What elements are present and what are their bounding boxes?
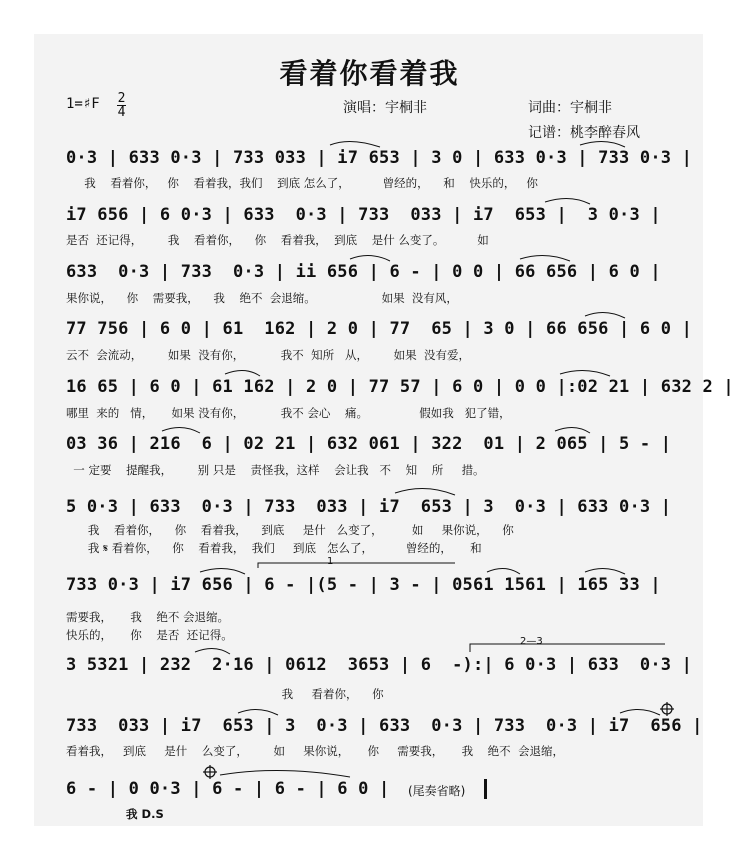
notes-line-7: 5 0·3 | 633 0·3 | 733 033 | i7 653 | 3 0·3 | 633 0·3 | bbox=[66, 497, 672, 517]
time-signature bbox=[117, 93, 126, 118]
song-title: 看着你看着我 bbox=[279, 57, 460, 90]
notes-line-3: 633 0·3 | 733 0·3 | ii 656 | 6 - | 0 0 | 66 656 | 6 0 | bbox=[66, 262, 661, 282]
notes-line-4: 77 756 | 6 0 | 61 162 | 2 0 | 77 65 | 3 0 | 66 656 | 6 0 | bbox=[66, 319, 693, 339]
notes-line-8: 733 0·3 | i7 656 | 6 - |(5 - | 3 - | 0561 1561 | 165 33 | bbox=[66, 575, 661, 595]
singer-credit: 演唱：宇桐非 bbox=[343, 100, 427, 116]
lyrics-line-8b: 快乐的， 你 是否 还记得。 bbox=[66, 628, 233, 642]
time-signature-top: 2 bbox=[117, 91, 126, 106]
lyrics-line-3: 果你说， 你 需要我， 我 绝不 会退缩。 如果 没有风， bbox=[66, 291, 458, 305]
lyrics-line-11: 我 D.S bbox=[66, 807, 164, 821]
volta-2-label: 2—3 bbox=[520, 636, 543, 647]
notes-line-10: 733 033 | i7 653 | 3 0·3 | 633 0·3 | 733 0·3 | i7 656 | bbox=[66, 716, 703, 736]
notes-line-1: 0·3 | 633 0·3 | 733 033 | i7 653 | 3 0 | 633 0·3 | 733 0·3 | bbox=[66, 148, 693, 168]
transcriber-credit: 记谱：桃李醉春风 bbox=[528, 125, 640, 141]
lyrics-line-9: 我 看着你， 你 bbox=[66, 687, 384, 701]
key-signature: 1=♯F bbox=[66, 96, 100, 112]
notes-line-9: 3 5321 | 232 2·16 | 0612 3653 | 6 -):| 6 0·3 | 633 0·3 | bbox=[66, 655, 693, 675]
notes-line-11: 6 - | 0 0·3 | 6 - | 6 - | 6 0 | bbox=[66, 779, 390, 799]
lyrics-line-4: 云不 会流动， 如果 没有你， 我不 知所 从， 如果 没有爱， bbox=[66, 348, 470, 362]
composer-credit: 词曲：宇桐非 bbox=[528, 100, 612, 116]
notes-line-5: 16 65 | 6 0 | 61 162 | 2 0 | 77 57 | 6 0 | 0 0 |:02 21 | 632 2 | bbox=[66, 377, 734, 397]
lyrics-line-10: 看着我， 到底 是什 么变了， 如 果你说， 你 需要我， 我 绝不 会退缩， bbox=[66, 744, 564, 758]
lyrics-line-7a: 我 看着你， 你 看着我， 到底 是什 么变了， 如 果你说， 你 bbox=[66, 523, 514, 537]
time-signature-bottom: 4 bbox=[117, 105, 126, 120]
lyrics-line-1: 我 看着你， 你 看着我，我们 到底 怎么了， 曾经的， 和 快乐的， 你 bbox=[66, 176, 538, 190]
notes-line-2: i7 656 | 6 0·3 | 633 0·3 | 733 033 | i7 653 | 3 0·3 | bbox=[66, 205, 661, 225]
lyrics-line-6: 一 定要 提醒我， 别 只是 责怪我，这样 会让我 不 知 所 措。 bbox=[66, 463, 485, 477]
lyrics-line-7b: 我 𝄋 看着你， 你 看着我， 我们 到底 怎么了， 曾经的， 和 bbox=[66, 541, 482, 555]
coda-note: (尾奏省略) bbox=[408, 784, 466, 798]
volta-1-label: 1 bbox=[327, 556, 334, 567]
lyrics-line-5: 哪里 来的 情， 如果 没有你， 我不 会心 痛。 假如我 犯了错， bbox=[66, 406, 511, 420]
lyrics-line-8a: 需要我， 我 绝不 会退缩。 bbox=[66, 610, 230, 624]
notes-line-6: 03 36 | 216 6 | 02 21 | 632 061 | 322 01 | 2 065 | 5 - | bbox=[66, 434, 672, 454]
lyrics-line-2: 是否 还记得， 我 看着你， 你 看着我， 到底 是什 么变了。 如 bbox=[66, 233, 489, 247]
